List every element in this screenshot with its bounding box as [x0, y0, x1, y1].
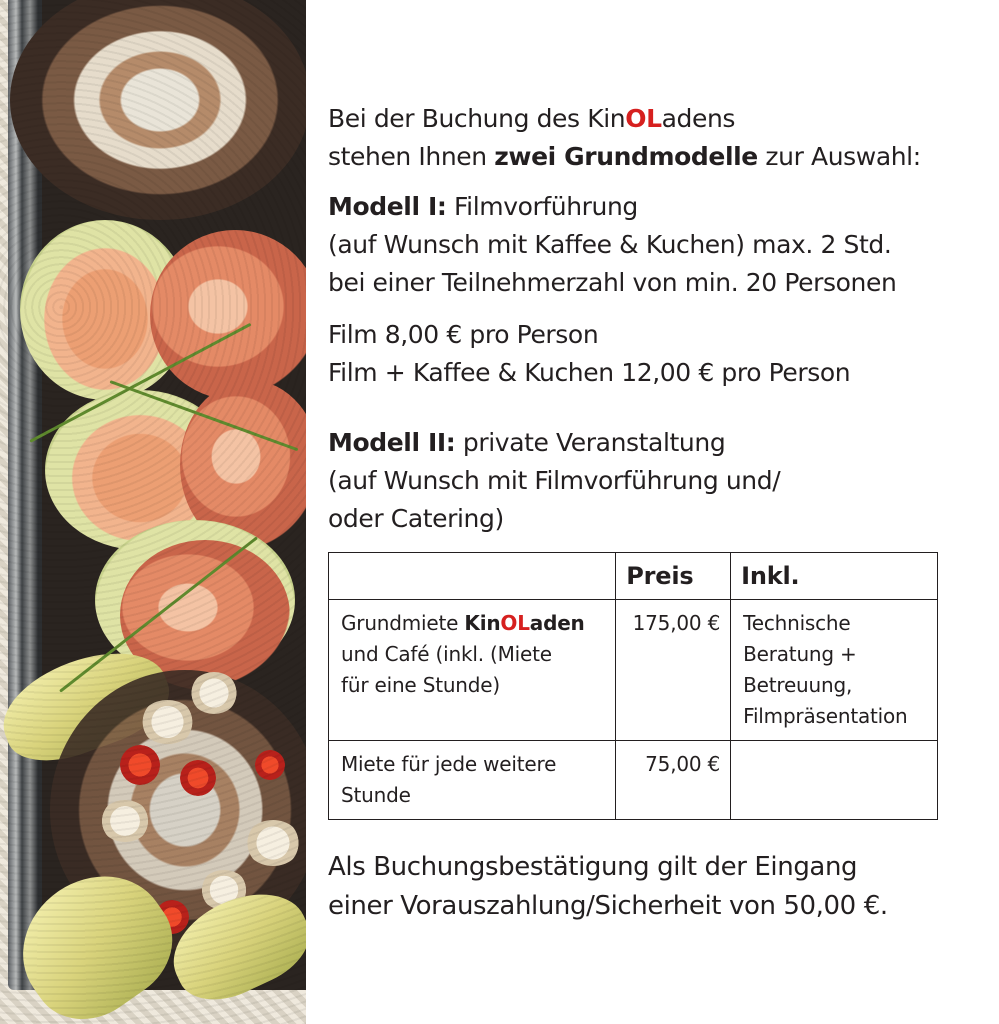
table-row [329, 741, 938, 820]
brand-kinoladens: KinOLadens [587, 104, 736, 133]
table-header-row [329, 553, 938, 600]
table-header-preis: Preis [616, 553, 731, 600]
intro-line-1: Bei der Buchung des KinOLadens [328, 104, 736, 133]
price-film: Film 8,00 € pro Person [328, 320, 599, 349]
booking-confirmation-note: Als Buchungsbestätigung gilt der Eingang einer Vorauszahlung/Sicherheit von 50,00 €. [328, 852, 888, 921]
modell-1-condition: bei einer Teilnehmerzahl von min. 20 Personen [328, 268, 897, 297]
table-row [329, 600, 938, 741]
row-1-description: Grundmiete KinOLaden und Café (inkl. (Miete für eine Stunde) [329, 600, 616, 741]
table-header-inkl: Inkl. [731, 553, 938, 600]
row-1-price: 175,00 € [616, 600, 731, 741]
modell-1-prices [328, 316, 968, 392]
intro-text [328, 100, 968, 176]
row-1-inclusive: Technische Beratung + Betreuung, Filmpräsentation [731, 600, 938, 741]
row-2-inclusive [731, 741, 938, 820]
modell-2-detail: (auf Wunsch mit Filmvorführung und/ [328, 466, 781, 495]
price-table [328, 552, 938, 820]
modell-2-detail-2: oder Catering) [328, 504, 504, 533]
food-photo [0, 0, 306, 1024]
intro-line-2: stehen Ihnen zwei Grundmodelle zur Auswahl: [328, 142, 921, 171]
modell-2-section [328, 424, 968, 538]
brand-kinoladen: KinOLaden [464, 611, 585, 635]
row-2-description: Miete für jede weitere Stunde [329, 741, 616, 820]
row-2-price: 75,00 € [616, 741, 731, 820]
modell-2-heading: Modell II: private Veranstaltung [328, 428, 726, 457]
price-film-cafe: Film + Kaffee & Kuchen 12,00 € pro Person [328, 358, 851, 387]
table-header-empty [329, 553, 616, 600]
modell-1-heading: Modell I: Filmvorführung [328, 192, 638, 221]
booking-info [328, 100, 968, 926]
modell-1-detail: (auf Wunsch mit Kaffee & Kuchen) max. 2 Std. [328, 230, 892, 259]
modell-1-section [328, 188, 968, 302]
